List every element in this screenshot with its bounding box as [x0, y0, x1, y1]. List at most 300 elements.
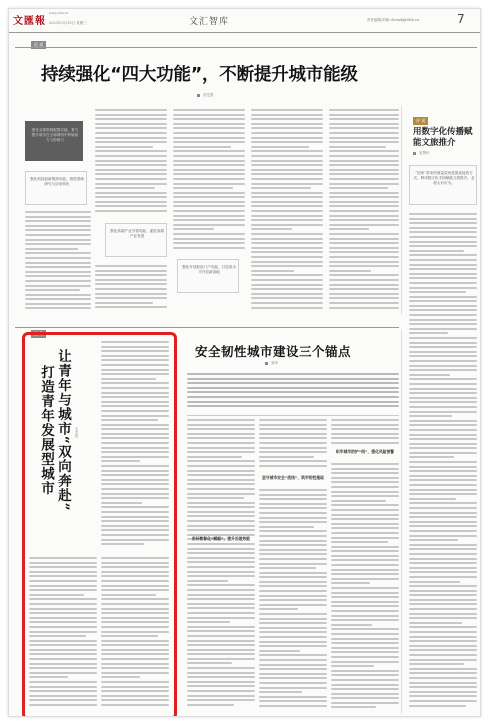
text-line — [409, 259, 477, 261]
text-line — [409, 475, 477, 477]
text-line — [329, 141, 399, 143]
text-line — [95, 265, 167, 267]
text-line — [25, 252, 91, 254]
text-line — [329, 256, 399, 258]
text-line — [95, 293, 167, 295]
text-line — [187, 419, 255, 421]
text-line — [173, 169, 245, 171]
text-line — [409, 392, 477, 394]
text-line — [25, 239, 91, 241]
text-line — [331, 638, 399, 640]
text-line — [331, 688, 399, 690]
text-line — [409, 236, 477, 238]
pull-quote-1: 强化全球资源配置功能，着力提升城市在全球网络中的辐射力与影响力 — [31, 128, 79, 142]
text-line — [173, 160, 245, 162]
text-line — [187, 676, 255, 678]
text-line — [259, 664, 327, 666]
text-line — [409, 700, 477, 702]
youth-headline-2: 打造青年发展型城市 — [38, 365, 54, 496]
text-line — [187, 598, 255, 600]
text-line — [329, 274, 399, 276]
text-line — [187, 566, 255, 568]
text-line — [409, 466, 477, 468]
pull-quote-box-1 — [25, 121, 83, 161]
text-line — [409, 649, 477, 651]
text-line — [329, 261, 399, 263]
text-line — [409, 241, 477, 243]
text-line — [187, 497, 244, 499]
text-line — [409, 705, 466, 707]
text-line — [409, 581, 460, 583]
text-line — [25, 211, 91, 213]
text-line — [259, 456, 314, 458]
text-line — [251, 192, 323, 194]
text-line — [251, 288, 323, 290]
text-line — [173, 183, 245, 185]
text-line — [329, 150, 399, 152]
text-line — [329, 169, 399, 171]
right-author-icon — [413, 152, 416, 155]
text-line — [187, 667, 255, 669]
text-line — [173, 219, 245, 221]
text-line — [173, 141, 245, 143]
text-line — [409, 447, 477, 449]
text-line — [259, 558, 327, 560]
text-line — [251, 114, 323, 116]
safety-byline: 刘平 — [271, 361, 278, 365]
text-line — [409, 250, 464, 252]
text-line — [25, 307, 91, 309]
text-line — [187, 594, 255, 596]
text-line — [95, 205, 167, 207]
text-line — [95, 297, 167, 299]
text-line — [251, 284, 323, 286]
text-line — [187, 640, 255, 642]
text-line — [409, 296, 477, 298]
text-line — [331, 442, 399, 444]
text-line — [409, 539, 458, 541]
text-line — [329, 146, 386, 148]
text-line — [409, 337, 477, 339]
text-line — [409, 282, 477, 284]
text-line — [25, 303, 91, 305]
text-line — [259, 650, 300, 652]
text-line — [251, 302, 323, 304]
text-line — [187, 653, 255, 655]
text-line — [251, 293, 323, 295]
text-line — [329, 242, 399, 244]
text-line — [409, 323, 477, 325]
text-line — [173, 155, 245, 157]
text-line — [409, 360, 477, 362]
text-line — [329, 293, 399, 295]
text-line — [329, 233, 399, 235]
text-line — [251, 238, 323, 240]
text-line — [95, 196, 167, 198]
text-line — [187, 506, 255, 508]
text-line — [25, 248, 78, 250]
text-line — [25, 225, 91, 227]
text-line — [251, 228, 292, 230]
text-line — [251, 251, 323, 253]
main-col-4 — [251, 109, 323, 315]
text-line — [409, 277, 477, 279]
text-line — [409, 397, 477, 399]
text-line — [187, 456, 242, 458]
text-line — [259, 521, 327, 523]
text-line — [331, 656, 399, 658]
text-line — [95, 169, 167, 171]
text-line — [409, 388, 477, 390]
text-line — [95, 302, 153, 304]
text-line — [409, 342, 477, 344]
text-line — [251, 201, 323, 203]
text-line — [187, 529, 255, 531]
text-line — [259, 581, 327, 583]
text-line — [187, 470, 255, 472]
text-line — [409, 484, 477, 486]
text-line — [251, 307, 323, 309]
text-line — [95, 132, 167, 134]
text-line — [25, 289, 80, 291]
text-line — [409, 273, 477, 275]
text-line — [259, 494, 327, 496]
text-line — [251, 297, 323, 299]
text-line — [251, 219, 323, 221]
text-line — [331, 592, 399, 594]
text-line — [187, 699, 255, 701]
youth-byline: 王大庆 — [75, 427, 79, 438]
text-line — [251, 196, 323, 198]
text-line — [331, 619, 399, 621]
text-line — [187, 649, 255, 651]
text-line — [259, 682, 327, 684]
text-line — [331, 491, 399, 493]
text-line — [187, 580, 228, 582]
text-line — [187, 607, 255, 609]
pull-quote-3: 强化高端产业引领功能，促进高端产业发展 — [110, 229, 164, 238]
text-line — [331, 541, 388, 543]
masthead-date: 2023年3月15日 星期三 — [49, 21, 87, 25]
text-line — [187, 612, 255, 614]
text-line — [329, 247, 399, 249]
kicker-youth: 论 策 — [31, 330, 46, 338]
text-line — [173, 178, 245, 180]
text-line — [95, 274, 167, 276]
text-line — [259, 636, 327, 638]
text-line — [25, 266, 91, 268]
author-icon — [197, 94, 200, 97]
text-line — [409, 645, 477, 647]
text-line — [25, 280, 91, 282]
text-line — [409, 640, 477, 642]
safety-author-icon — [265, 362, 268, 365]
divider-right — [401, 105, 402, 315]
text-line — [173, 242, 245, 244]
text-line — [409, 682, 477, 684]
text-line — [331, 486, 399, 488]
text-line — [259, 512, 327, 514]
text-line — [187, 511, 255, 513]
text-line — [173, 210, 245, 212]
text-line — [95, 155, 167, 157]
text-line — [259, 540, 327, 542]
text-line — [259, 687, 327, 689]
text-line — [329, 183, 399, 185]
rule-top — [15, 47, 477, 48]
main-byline: 厉无畏 — [203, 93, 214, 97]
text-line — [251, 242, 323, 244]
text-line — [95, 201, 167, 203]
safety-col-2a — [259, 419, 327, 473]
text-line — [329, 173, 399, 175]
text-line — [259, 535, 327, 537]
text-line — [95, 279, 167, 281]
text-line — [173, 123, 245, 125]
pull-quote-4: 强化开放枢纽门户功能，打造高水平开放新高地 — [182, 265, 236, 274]
text-line — [409, 470, 477, 472]
text-line — [259, 424, 327, 426]
text-line — [259, 567, 316, 569]
text-line — [409, 411, 477, 413]
text-line — [409, 631, 477, 633]
text-line — [259, 618, 327, 620]
text-line — [409, 576, 477, 578]
text-line — [409, 695, 477, 697]
pull-quote-box-3 — [105, 223, 167, 257]
text-line — [25, 262, 91, 264]
text-line — [331, 684, 399, 686]
text-line — [173, 137, 245, 139]
text-line — [331, 424, 399, 426]
text-line — [409, 245, 477, 247]
text-line — [331, 428, 399, 430]
text-line — [331, 532, 399, 534]
right-tag: 评 说 — [413, 117, 428, 125]
text-line — [409, 231, 477, 233]
text-line — [251, 261, 323, 263]
text-line — [331, 615, 399, 617]
masthead-url: www.whb.cn — [49, 11, 69, 15]
text-line — [259, 465, 327, 467]
text-line — [409, 461, 477, 463]
main-col-1b — [25, 211, 91, 315]
text-line — [259, 447, 327, 449]
text-line — [409, 507, 477, 509]
text-line — [331, 651, 399, 653]
text-line — [173, 224, 245, 226]
text-line — [331, 550, 399, 552]
text-line — [409, 590, 477, 592]
text-line — [409, 535, 477, 537]
text-line — [409, 406, 477, 408]
newspaper-logo: 文匯報 — [13, 16, 46, 27]
text-line — [329, 284, 399, 286]
text-line — [173, 247, 245, 249]
text-line — [331, 481, 399, 483]
text-line — [187, 433, 255, 435]
text-line — [187, 396, 399, 398]
text-line — [259, 673, 327, 675]
text-line — [25, 285, 91, 287]
main-headline: 持续强化“四大功能”，不断提升城市能级 — [41, 65, 358, 85]
text-line — [409, 544, 477, 546]
text-line — [259, 595, 327, 597]
text-line — [187, 584, 255, 586]
text-line — [187, 460, 255, 462]
text-line — [329, 224, 399, 226]
text-line — [409, 287, 477, 289]
text-line — [409, 571, 477, 573]
text-line — [187, 621, 230, 623]
text-line — [409, 567, 477, 569]
text-line — [409, 319, 477, 321]
text-line — [251, 233, 323, 235]
text-line — [259, 654, 327, 656]
text-line — [187, 378, 399, 380]
text-line — [331, 605, 399, 607]
text-line — [409, 328, 477, 330]
text-line — [409, 365, 477, 367]
text-line — [329, 238, 399, 240]
text-line — [409, 309, 477, 311]
text-line — [329, 118, 399, 120]
safety-subhead-2: 用好数智化“赋能”，提升治理效能 — [191, 536, 251, 541]
text-line — [187, 548, 255, 550]
text-line — [95, 178, 167, 180]
text-line — [259, 604, 327, 606]
text-line — [259, 489, 327, 491]
text-line — [251, 270, 294, 272]
pull-quote-2: 强化科技创新策源功能，推进基础研究与应用转化 — [30, 177, 84, 186]
text-line — [259, 641, 327, 643]
right-headline: 用数字化传播赋能文旅推介 — [413, 127, 473, 148]
text-line — [173, 118, 245, 120]
text-line — [329, 123, 399, 125]
text-line — [259, 613, 327, 615]
text-line — [329, 270, 371, 272]
text-line — [259, 585, 327, 587]
main-col-5 — [329, 109, 399, 315]
text-line — [259, 599, 327, 601]
text-line — [95, 183, 167, 185]
text-line — [331, 587, 399, 589]
text-line — [409, 346, 477, 348]
text-line — [187, 515, 255, 517]
text-line — [331, 642, 399, 644]
text-line — [409, 553, 477, 555]
main-col-3 — [173, 109, 245, 255]
text-line — [331, 633, 399, 635]
text-line — [409, 599, 477, 601]
text-line — [95, 150, 167, 152]
text-line — [409, 594, 477, 596]
text-line — [409, 626, 477, 628]
text-line — [187, 391, 399, 393]
text-line — [251, 183, 323, 185]
text-line — [409, 222, 477, 224]
text-line — [187, 401, 399, 403]
text-line — [331, 468, 399, 470]
text-line — [95, 109, 167, 111]
text-line — [329, 127, 399, 129]
text-line — [251, 146, 309, 148]
text-line — [251, 169, 323, 171]
text-line — [259, 590, 327, 592]
text-line — [329, 297, 399, 299]
text-line — [331, 578, 399, 580]
text-line — [331, 647, 399, 649]
text-line — [409, 420, 477, 422]
text-line — [173, 215, 245, 217]
text-line — [95, 141, 167, 143]
text-line — [331, 437, 399, 439]
text-line — [331, 679, 399, 681]
text-line — [187, 561, 255, 563]
text-line — [409, 525, 477, 527]
text-line — [409, 300, 477, 302]
text-line — [95, 306, 167, 308]
right-pull-box — [409, 165, 477, 205]
text-line — [95, 137, 167, 139]
text-line — [187, 483, 255, 485]
text-line — [329, 279, 399, 281]
text-line — [187, 662, 232, 664]
text-line — [331, 504, 399, 506]
text-line — [409, 438, 477, 440]
text-line — [187, 690, 255, 692]
text-line — [259, 503, 327, 505]
text-line — [409, 654, 477, 656]
text-line — [331, 433, 399, 435]
text-line — [187, 493, 255, 495]
text-line — [331, 564, 399, 566]
text-line — [409, 355, 477, 357]
text-line — [329, 201, 399, 203]
text-line — [25, 216, 91, 218]
text-line — [329, 288, 399, 290]
text-line — [259, 705, 327, 707]
text-line — [329, 187, 388, 189]
text-line — [187, 617, 255, 619]
text-line — [331, 706, 376, 708]
text-line — [409, 521, 477, 523]
safety-headline: 安全韧性城市建设三个锚点 — [195, 344, 352, 359]
right-byline: 吴贤兴 — [419, 151, 430, 155]
text-line — [25, 243, 91, 245]
text-line — [173, 132, 245, 134]
rule-middle — [15, 327, 399, 328]
text-line — [409, 434, 477, 436]
text-line — [187, 630, 255, 632]
text-line — [251, 210, 323, 212]
text-line — [187, 557, 255, 559]
text-line — [409, 401, 477, 403]
text-line — [409, 452, 477, 454]
text-line — [259, 544, 327, 546]
text-line — [259, 460, 327, 462]
text-line — [331, 610, 399, 612]
text-line — [187, 626, 255, 628]
text-line — [409, 498, 456, 500]
text-line — [409, 613, 477, 615]
text-line — [173, 150, 245, 152]
text-line — [331, 559, 399, 561]
text-line — [259, 700, 327, 702]
text-line — [25, 257, 91, 259]
text-line — [259, 608, 298, 610]
text-line — [331, 665, 374, 667]
